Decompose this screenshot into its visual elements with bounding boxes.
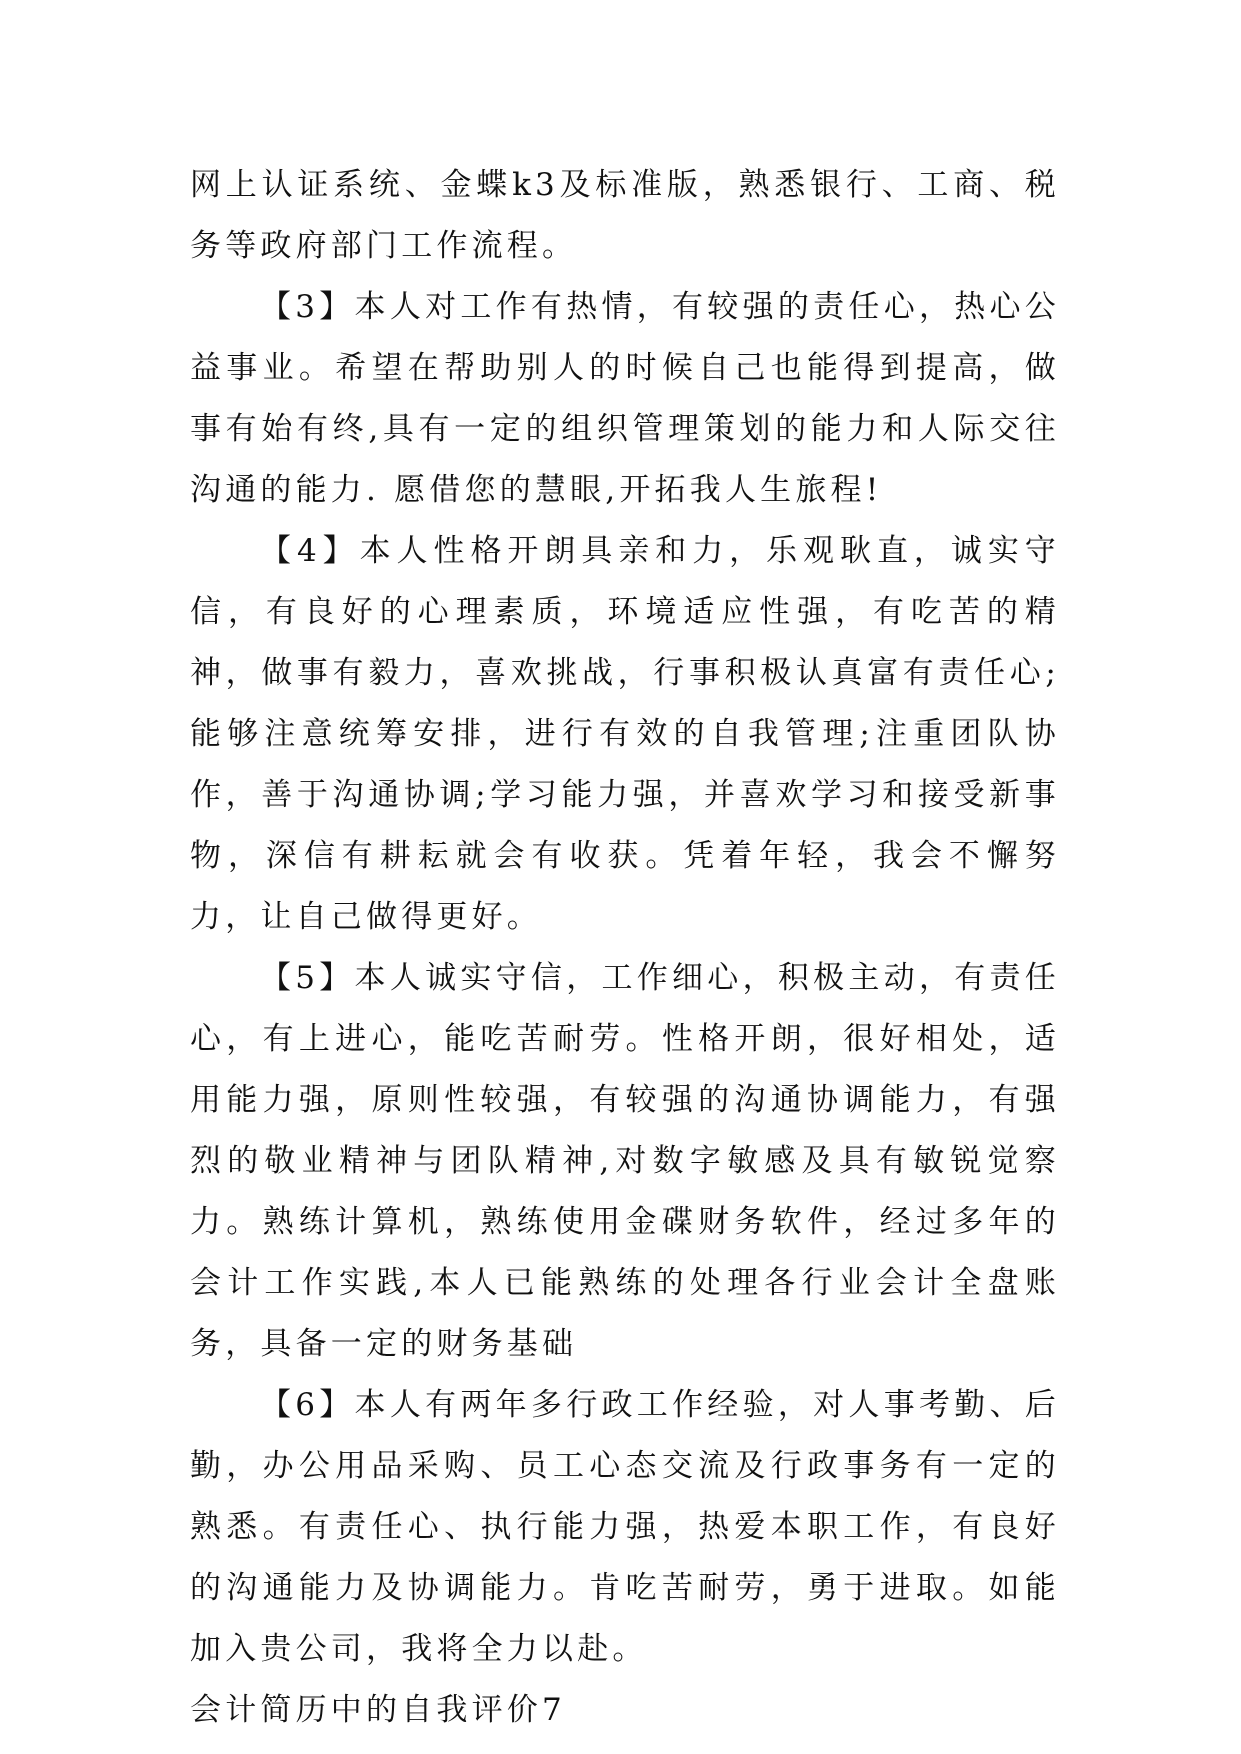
section-heading: 会计简历中的自我评价7 — [190, 1692, 566, 1728]
paragraph-item-5: 【5】本人诚实守信，工作细心，积极主动，有责任心，有上进心，能吃苦耐劳。性格开朗，很好相处，适用能力强，原则性较强，有较强的沟通协调能力，有强烈的敬业精神与团队精神,对数字敏感及具有敏锐觉察力。熟练计算机，熟练使用金碟财务软件，经过多年的会计工作实践,本人已能熟练的处理各行业会计全盘账务，具备一定的财务基础 — [190, 960, 1060, 1362]
paragraph-item-3: 【3】本人对工作有热情，有较强的责任心，热心公益事业。希望在帮助别人的时候自己也能得到提高，做事有始有终,具有一定的组织管理策划的能力和人际交往沟通的能力. 愿借您的慧眼,开拓我人生旅程! — [190, 289, 1060, 508]
paragraph-continuation: 网上认证系统、金蝶k3及标准版，熟悉银行、工商、税务等政府部门工作流程。 — [190, 167, 1060, 264]
paragraph-item-6: 【6】本人有两年多行政工作经验，对人事考勤、后勤，办公用品采购、员工心态交流及行政事务有一定的熟悉。有责任心、执行能力强，热爱本职工作，有良好的沟通能力及协调能力。肯吃苦耐劳，勇于进取。如能加入贵公司，我将全力以赴。 — [190, 1387, 1060, 1667]
paragraph-item-4: 【4】本人性格开朗具亲和力，乐观耿直，诚实守信，有良好的心理素质，环境适应性强，有吃苦的精神，做事有毅力，喜欢挑战，行事积极认真富有责任心;能够注意统筹安排，进行有效的自我管理;注重团队协作，善于沟通协调;学习能力强，并喜欢学习和接受新事物，深信有耕耘就会有收获。凭着年轻，我会不懈努力，让自己做得更好。 — [190, 533, 1060, 935]
document-body — [190, 155, 1060, 1741]
